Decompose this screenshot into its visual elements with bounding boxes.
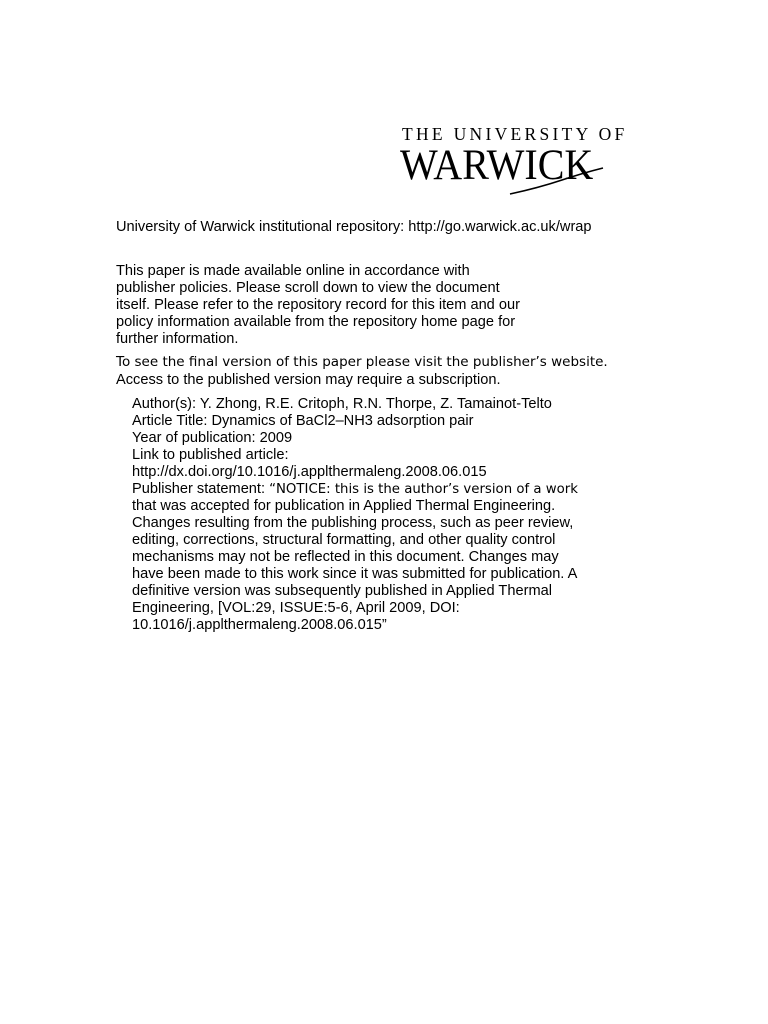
publisher-statement-line: editing, corrections, structural formatting, and other quality control bbox=[132, 532, 556, 548]
article-metadata bbox=[132, 396, 578, 634]
repository-line: University of Warwick institutional repository: http://go.warwick.ac.uk/wrap bbox=[116, 219, 592, 235]
university-logo bbox=[398, 124, 628, 196]
availability-line: This paper is made available online in accordance with bbox=[116, 263, 470, 279]
logo-swoosh-icon bbox=[398, 124, 628, 196]
publisher-statement-label: Publisher statement: bbox=[132, 481, 270, 497]
availability-line: policy information available from the repository home page for bbox=[116, 314, 516, 330]
subscription-note: Access to the published version may require a subscription. bbox=[116, 372, 501, 388]
publisher-statement-line: Changes resulting from the publishing process, such as peer review, bbox=[132, 515, 574, 531]
publisher-statement-line: that was accepted for publication in Applied Thermal Engineering. bbox=[132, 498, 556, 514]
availability-paragraph bbox=[116, 263, 520, 348]
publisher-statement-first-line bbox=[132, 481, 578, 498]
authors: Author(s): Y. Zhong, R.E. Critoph, R.N. Thorpe, Z. Tamainot-Telto bbox=[132, 396, 552, 412]
logo-line-university: THE UNIVERSITY OF bbox=[402, 124, 628, 144]
availability-line: further information. bbox=[116, 331, 239, 347]
availability-line: publisher policies. Please scroll down to view the document bbox=[116, 280, 500, 296]
article-link[interactable]: http://dx.doi.org/10.1016/j.applthermaleng.2008.06.015 bbox=[132, 464, 487, 480]
link-label: Link to published article: bbox=[132, 447, 289, 463]
publication-year: Year of publication: 2009 bbox=[132, 430, 293, 446]
logo-line-warwick: WARWICK bbox=[400, 142, 594, 189]
publisher-statement-line: Engineering, [VOL:29, ISSUE:5-6, April 2009, DOI: bbox=[132, 600, 460, 616]
publisher-statement-line: have been made to this work since it was submitted for publication. A bbox=[132, 566, 578, 582]
availability-line: itself. Please refer to the repository record for this item and our bbox=[116, 297, 520, 313]
publisher-statement-line: definitive version was subsequently published in Applied Thermal bbox=[132, 583, 552, 599]
publisher-statement-line: 10.1016/j.applthermaleng.2008.06.015” bbox=[132, 617, 387, 633]
publisher-statement-notice: “NOTICE: this is the author’s version of a work bbox=[269, 482, 578, 497]
article-title: Article Title: Dynamics of BaCl2–NH3 adsorption pair bbox=[132, 413, 474, 429]
publisher-statement-line: mechanisms may not be reflected in this document. Changes may bbox=[132, 549, 559, 565]
publisher-website-note: To see the final version of this paper please visit the publisher’s website. bbox=[116, 354, 608, 370]
